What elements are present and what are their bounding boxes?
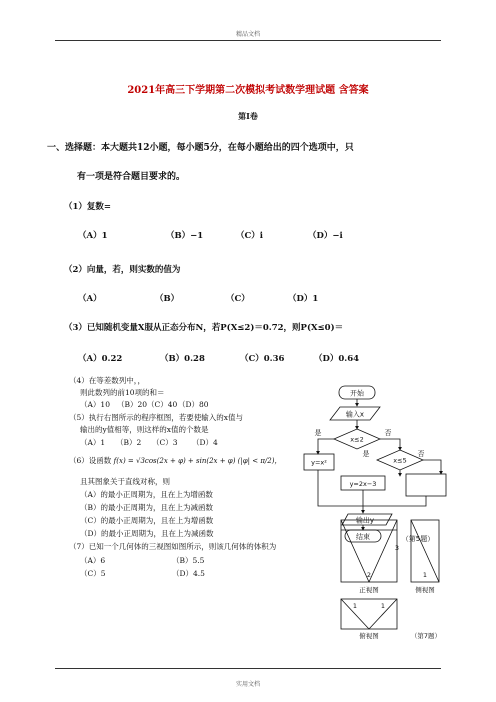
q6-option-a: （A）的最小正周期为，且在上为增函数	[80, 490, 213, 499]
top-right-label: 1	[380, 602, 386, 610]
figure-flowchart-and-three-views	[300, 380, 460, 642]
q1-option-b: （B）−1	[166, 231, 204, 241]
header-rule	[55, 40, 441, 41]
q7-stem: （7）已知一个几何体的三视图如图所示，则该几何体的体积为	[69, 542, 277, 551]
q1-option-c: （C）i	[236, 231, 263, 241]
q4-stem: （4）在等差数列中，，	[69, 376, 146, 385]
flow-start-label: 开始	[350, 389, 364, 398]
flow-y-square-label: y=x²	[311, 458, 327, 467]
flow-y-linear-label: y=2x−3	[349, 480, 377, 488]
q2-option-b: （B）	[155, 294, 180, 304]
q3-options	[0, 352, 496, 364]
q5-option-a: （A）1	[80, 438, 106, 447]
q6-stem-cont: 且其图象关于直线对称，则	[80, 477, 170, 486]
q1-option-a: （A）1	[78, 231, 108, 241]
page-header: 精品文档	[235, 31, 260, 38]
q6-option-d: （D）的最小正周期为，且在上为减函数	[80, 529, 214, 538]
front-view-diagonal-2	[366, 520, 400, 582]
footer-rule	[55, 668, 441, 669]
q5-option-d: （D）4	[192, 438, 218, 447]
q3-option-b: （B）0.28	[160, 354, 205, 364]
q5-option-b: （B）2	[116, 438, 142, 447]
q2-option-a: （A）	[78, 294, 102, 304]
top-left-label: 1	[352, 602, 358, 610]
three-view-caption: （第7题）	[410, 632, 442, 640]
q3-option-d: （D）0.64	[314, 354, 360, 364]
q1-option-d: （D）−i	[308, 231, 343, 241]
q6-stem	[69, 455, 281, 466]
flow-input-label: 输入x	[345, 410, 365, 419]
front-view-label: 正视图	[359, 586, 379, 594]
view-height-label: 3	[394, 544, 400, 552]
q7-option-a: （A）6	[80, 556, 106, 565]
flow-no1-label: 否	[384, 429, 392, 437]
side-view-label: 侧视图	[415, 586, 435, 594]
flow-end-label: 结束	[356, 533, 370, 541]
front-view-diagonal-1	[341, 520, 372, 582]
q2-options	[0, 292, 496, 304]
q6-stem-text: （6）设函数	[69, 456, 112, 465]
q6-option-c: （C）的最小正周期为，且在上为增函数	[80, 516, 214, 525]
q2-stem: （2）向量，若，则实数的值为	[64, 265, 181, 275]
q5-stem: （5）执行右图所示的程序框图，若要使输入的x值与	[69, 413, 244, 422]
flow-caption: （第5题）	[401, 535, 435, 543]
q2-option-d: （D）1	[288, 294, 319, 304]
q6-option-b: （B）的最小正周期为，且在上为减函数	[80, 503, 214, 512]
q6-formula: f(x) = √3cos(2x + φ) + sin(2x + φ) (|φ| < π/2)，	[113, 457, 282, 465]
page-title: 2021年高三下学期第二次模拟考试数学理试题 含答案	[127, 85, 369, 96]
q4-option-c: （C）40	[147, 400, 178, 409]
section-heading-cont: 有一项是符合题目要求的。	[77, 172, 186, 182]
q4-option-b: （B）20	[117, 400, 148, 409]
top-view-label: 俯视图	[359, 632, 379, 640]
q1-options	[0, 229, 496, 241]
q4-stem-cont: 则此数列的前10项的和＝	[80, 388, 165, 397]
q7-option-d: （D）4.5	[172, 569, 205, 578]
q3-stem: （3）已知随机变量X服从正态分布N，若P(X≤2)＝0.72，则P(X≤0)＝	[64, 323, 344, 333]
flow-no2-label: 否	[417, 450, 425, 458]
flow-cond1-label: x≤2	[350, 435, 364, 444]
q4-options	[0, 399, 300, 410]
section-heading: 一、选择题：本大题共12小题，每小题5分，在每小题给出的四个选项中，只	[47, 143, 354, 153]
q4-option-d: （D）80	[178, 400, 209, 409]
flow-empty-box	[406, 474, 446, 496]
q2-option-c: （C）	[226, 294, 250, 304]
flow-yes2-label: 是	[362, 450, 370, 458]
q4-option-a: （A）10	[80, 400, 110, 409]
q5-options	[0, 437, 300, 448]
page-footer: 实用文档	[235, 681, 260, 688]
volume-label: 第Ⅰ卷	[238, 111, 258, 121]
front-width-label: 2	[366, 571, 372, 579]
top-view-rect	[341, 599, 397, 629]
q3-option-a: （A）0.22	[78, 354, 123, 364]
flow-output-label: 输出y	[355, 516, 375, 525]
flow-cond2-label: x≤5	[393, 456, 407, 465]
side-width-label: 1	[422, 571, 428, 579]
q7-option-b: （B）5.5	[172, 556, 205, 565]
flow-yes1-label: 是	[314, 429, 322, 437]
q5-stem-cont: 输出的y值相等，则这样的x值的个数是	[80, 425, 209, 434]
q5-option-c: （C）3	[152, 438, 178, 447]
q3-option-c: （C）0.36	[240, 354, 285, 364]
q7-option-c: （C）5	[80, 569, 106, 578]
q1-stem: （1）复数=	[64, 202, 112, 212]
